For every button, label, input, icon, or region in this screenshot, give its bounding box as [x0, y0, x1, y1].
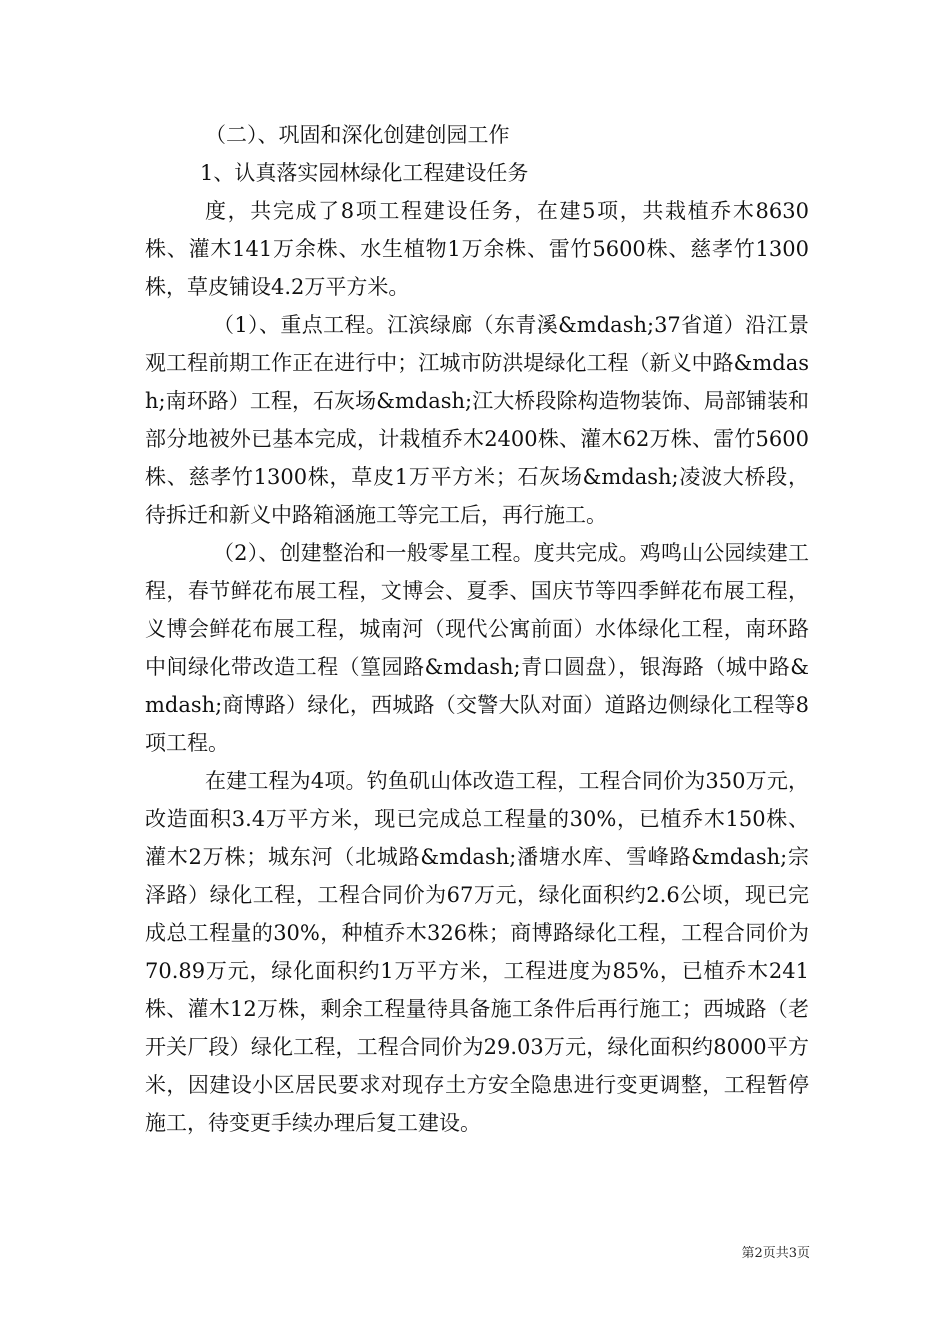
- summary-paragraph: 度，共完成了8项工程建设任务，在建5项，共栽植乔木8630株、灌木141万余株、水生植物1万余株、雷竹5600株、慈孝竹1300株，草皮铺设4.2万平方米。: [145, 199, 809, 299]
- key-projects-paragraph: （1）、重点工程。江滨绿廊（东青溪&mdash;37省道）沿江景观工程前期工作正在进行中；江城市防洪堤绿化工程（新义中路&mdash;南环路）工程，石灰场&mdash;江大桥段除构造物装饰、局部铺装和部分地被外已基本完成，计栽植乔木2400株、灌木62万株、雷竹5600株、慈孝竹1300株，草皮1万平方米；石灰场&mdash;凌波大桥段，待拆迁和新义中路箱涵施工等完工后，再行施工。: [145, 313, 809, 527]
- task-heading: 1、认真落实园林绿化工程建设任务: [200, 161, 529, 185]
- page-number: 第2页共3页: [741, 1246, 810, 1261]
- ongoing-projects-paragraph: 在建工程为4项。钓鱼矶山体改造工程，工程合同价为350万元，改造面积3.4万平方米，现已完成总工程量的30%，已植乔木150株、灌木2万株；城东河（北城路&mdash;潘塘水库、雪峰路&mdash;宗泽路）绿化工程，工程合同价为67万元，绿化面积约2.6公顷，现已完成总工程量的30%，种植乔木326株；商博路绿化工程，工程合同价为70.89万元，绿化面积约1万平方米，工程进度为85%，已植乔木241株、灌木12万株，剩余工程量待具备施工条件后再行施工；西城路（老开关厂段）绿化工程，工程合同价为29.03万元，绿化面积约8000平方米，因建设小区居民要求对现存土方安全隐患进行变更调整，工程暂停施工，待变更手续办理后复工建设。: [145, 769, 809, 1135]
- misc-projects-paragraph: （2）、创建整治和一般零星工程。度共完成。鸡鸣山公园续建工程，春节鲜花布展工程，文博会、夏季、国庆节等四季鲜花布展工程，义博会鲜花布展工程，城南河（现代公寓前面）水体绿化工程，南环路中间绿化带改造工程（篁园路&mdash;青口圆盘），银海路（城中路&mdash;商博路）绿化，西城路（交警大队对面）道路边侧绿化工程等8项工程。: [145, 541, 809, 755]
- section-heading: （二）、巩固和深化创建创园工作: [205, 123, 510, 147]
- document-body: [145, 116, 809, 1142]
